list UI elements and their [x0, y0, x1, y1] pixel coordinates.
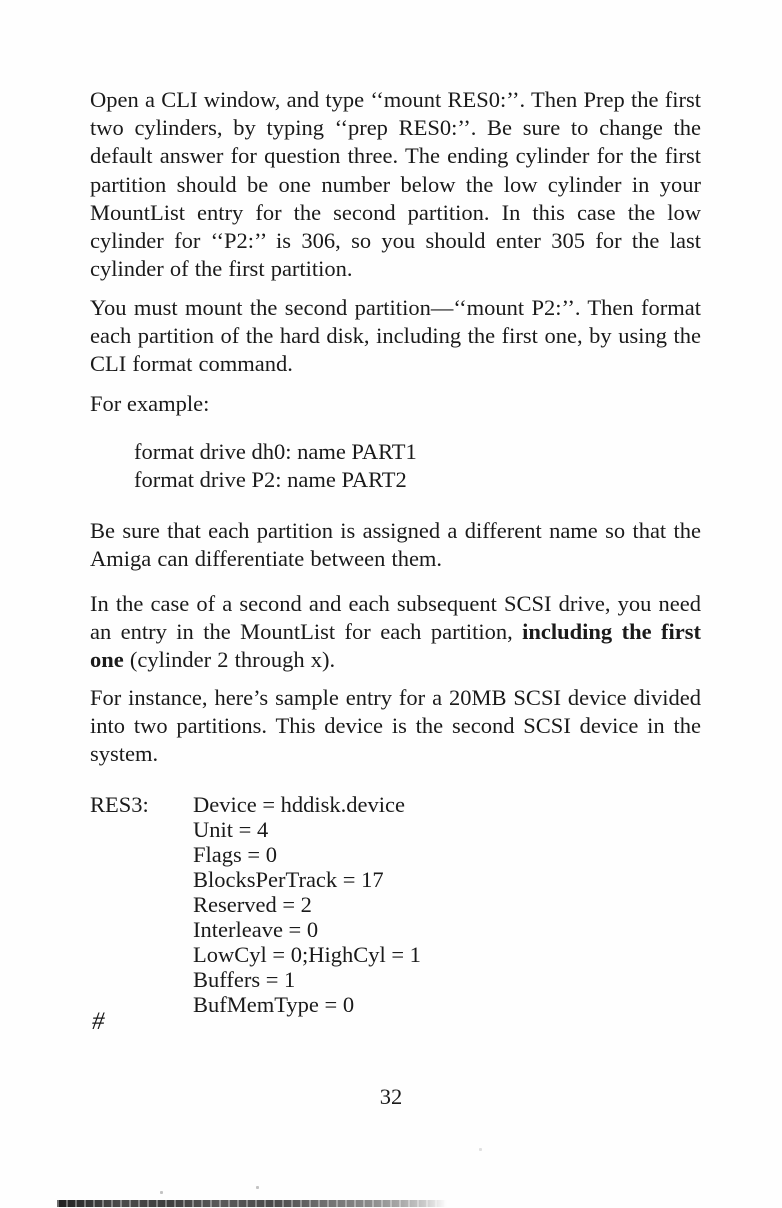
paragraph-mount-res0: Open a CLI window, and type ‘‘mount RES0:’’. Then Prep the first two cylinders, by typing ‘‘prep RES0:’’. Be sure to change the default answer for question three. The ending cylinder for the first partition should be one number below the low cylinder in your MountList entry for the second partition. In this case the low cylinder for ‘‘P2:’’ is 306, so you should enter 305 for the last cylinder of the first partition. [90, 87, 701, 282]
scan-speck [256, 1186, 259, 1189]
code-line-format-part1: format drive dh0: name PART1 [134, 439, 417, 464]
mountlist-entry-interleave: Interleave = 0 [193, 917, 319, 942]
paragraph-mount-p2: You must mount the second partition—‘‘mount P2:’’. Then format each partition of the hard disk, including the first one, by using the CLI format command. [90, 295, 701, 377]
mountlist-terminator-hash: # [92, 1008, 105, 1035]
mountlist-entry-flags: Flags = 0 [193, 842, 277, 867]
paragraph-partition-names: Be sure that each partition is assigned a different name so that the Amiga can differentiate between them. [90, 518, 701, 572]
page-number: 32 [379, 1084, 403, 1109]
mountlist-entry-unit: Unit = 4 [193, 817, 269, 842]
mountlist-entry-device: Device = hddisk.device [193, 792, 405, 817]
mountlist-entry-block [90, 792, 701, 1017]
format-command-examples [90, 438, 701, 494]
scan-speck [479, 1148, 482, 1151]
paragraph-subsequent-scsi [90, 590, 701, 675]
paragraph-subsequent-scsi-pre: In the case of a second and each subsequent SCSI drive, you need an entry in the MountList for each partition, [90, 591, 701, 645]
mountlist-device-label: RES3: [90, 792, 149, 817]
scan-edge-artifact-bar [57, 1200, 447, 1207]
mountlist-entry-bufmemtype: BufMemType = 0 [193, 992, 355, 1017]
paragraph-subsequent-scsi-post: (cylinder 2 through x). [123, 647, 336, 673]
mountlist-entry-buffers: Buffers = 1 [193, 967, 296, 992]
mountlist-entries [193, 792, 701, 1017]
paragraph-subsequent-scsi-bold: including the first one [90, 619, 701, 673]
code-line-format-part2: format drive P2: name PART2 [134, 467, 407, 493]
mountlist-entry-lowcyl-highcyl: LowCyl = 0;HighCyl = 1 [193, 942, 421, 967]
scan-speck [160, 1191, 163, 1194]
mountlist-entry-blockspertrack: BlocksPerTrack = 17 [193, 867, 384, 892]
for-example-label: For example: [90, 391, 210, 416]
paragraph-sample-entry-intro: For instance, here’s sample entry for a 20MB SCSI device divided into two partitions. This device is the second SCSI device in the system. [90, 685, 701, 767]
mountlist-entry-reserved: Reserved = 2 [193, 892, 312, 917]
